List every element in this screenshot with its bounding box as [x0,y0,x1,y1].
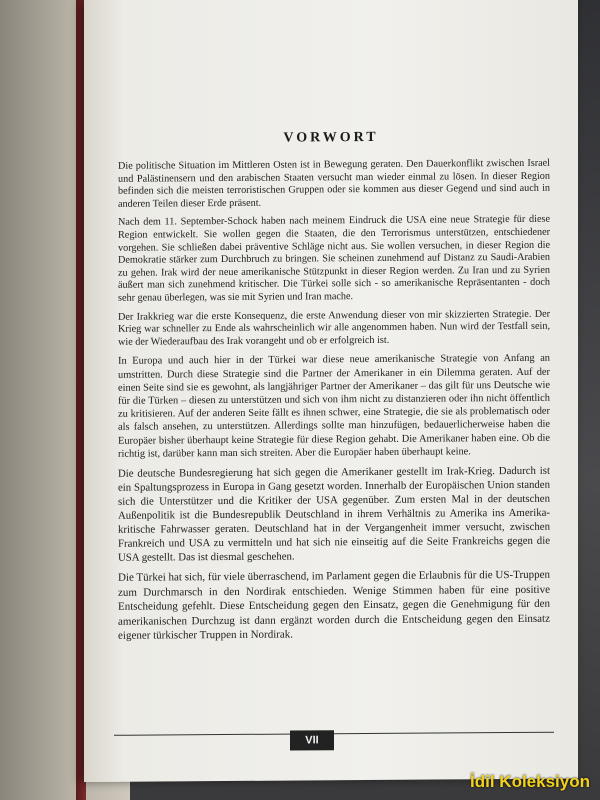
paragraph-5: Die deutsche Bundesregierung hat sich gegen die Amerikaner gestellt im Irak-Krieg. Dadurch ist ein Spaltungsprozess in Europa in Gang gesetzt worden. Innerhalb der Europäischen Union standen sich die Unterstützer und die Kritiker der USA gegenüber. Zum ersten Mal in der deutschen Außenpolitik ist die Bundesrepublik Deutschland in ihrem Verhältnis zu Amerika ins Amerika-kritische Fahrwasser geraten. Deutschland hat in der Vergangenheit immer versucht, zwischen Frankreich und USA zu vermitteln und hat sich nie einseitig auf die Seite Frankreichs gegen die USA gestellt. Das ist diesmal geschehen. [118,464,550,564]
paragraph-4: In Europa und auch hier in der Türkei war diese neue amerikanische Strategie von Anfang an umstritten. Durch diese Strategie sind die Partner der Amerikaner in ein Dilemma geraten. Auf der einen Seite sind sie es gewohnt, als langjähriger Partner der Amerikaner – das gilt für uns Deutsche wie für die Türken – diesen zu unterstützen und sich von ihm nicht zu distanzieren oder ihn nicht öffentlich zu kritisieren. Auf der anderen Seite fällt es ihnen schwer, eine Strategie, die sie als problematisch oder als falsch ansehen, zu unterstützen. Allerdings sollte man hinzufügen, bedauerlicherweise haben die Europäer bisher überhaupt keine Strategie für diese Region gehabt. Die Amerikaner haben eine. Ob die richtig ist, darüber kann man sich streiten. Aber die Europäer haben überhaupt keine. [118,353,550,460]
page-title: VORWORT [283,129,379,146]
paragraph-2: Nach dem 11. September-Schock haben nach meinem Eindruck die USA eine neue Strategie für diese Region entwickelt. Sie wollen gegen die Staaten, die den Terrorismus unterstützen, entschiedener vorgehen. Sie schließen dabei präventive Schläge nicht aus. Sie wollen versuchen, in dieser Region die Demokratie stärker zum Durchbruch zu bringen. Sie scheinen zunehmend auf Distanz zu Saudi-Arabien zu gehen. Irak wird der neue amerikanische Stützpunkt in dieser Region werden. Zu Iran und zu Syrien äußert man sich zunehmend kritischer. Die Türkei solle sich - so amerikanische Repräsentanten - doch sehr genau überlegen, was sie mit Syrien und Iran mache. [118,214,550,304]
paragraph-3: Der Irakkrieg war die erste Konsequenz, die erste Anwendung dieser von mir skizzierten Strategie. Der Krieg war schneller zu Ende als wahrscheinlich wir alle angenommen haben. Nun wird der Testfall sein, wie der Wiederaufbau des Irak vorangeht und ob er erfolgreich ist. [118,308,550,348]
paragraph-6: Die Türkei hat sich, für viele überraschend, im Parlament gegen die Erlaubnis für die US-Truppen zum Durchmarsch in den Nordirak entschieden. Wenige Stimmen haben für eine positive Entscheidung gefehlt. Diese Entscheidung gegen den Einsatz, gegen die Genehmigung für den amerikanischen Durchzug ist dann ergänzt worden durch die Entscheidung gegen den Einsatz eigener türkischer Truppen in Nordirak. [118,568,550,643]
page-body [84,158,578,650]
watermark: İdil Koleksiyon [470,772,590,791]
page-number: VII [290,730,334,750]
footer-rule [114,732,554,736]
book-page [84,0,578,782]
paragraph-1: Die politische Situation im Mittleren Osten ist in Bewegung geraten. Den Dauerkonflikt zwischen Israel und Palästinensern und den arabischen Staaten versucht man wieder einmal zu lösen. In dieser Region befinden sich die meisten terroristischen Gruppen oder sie kommen aus dieser Gegend und sind auch in anderen Teilen dieser Erde präsent. [118,157,550,210]
